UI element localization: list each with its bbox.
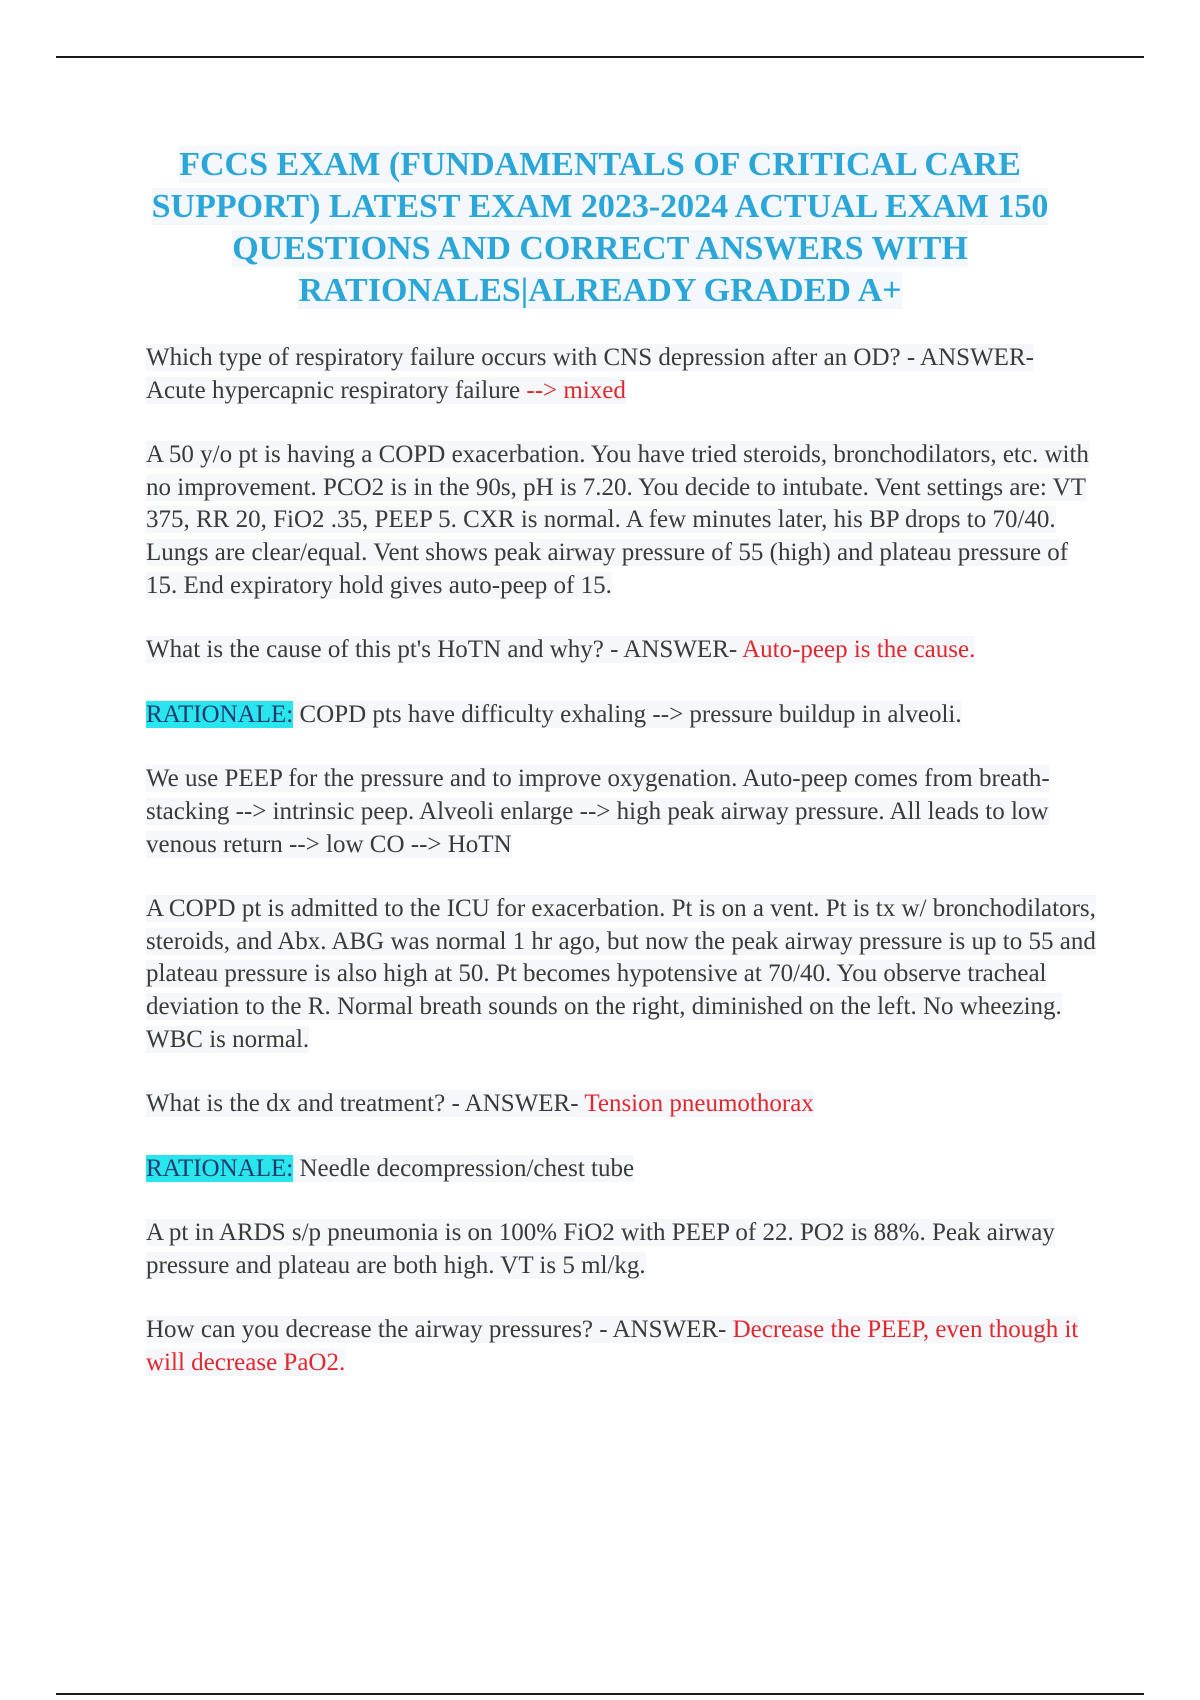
top-rule: [56, 56, 1144, 58]
rationale-label-1: RATIONALE:: [146, 700, 294, 728]
case-1: [146, 439, 1096, 602]
question-4: [146, 1314, 1096, 1379]
question-3: [146, 1088, 1096, 1121]
rationale-1-text: COPD pts have difficulty exhaling --> pressure buildup in alveoli.: [293, 700, 962, 728]
case-2: [146, 893, 1096, 1056]
case-3: [146, 1217, 1096, 1282]
case-3-text: A pt in ARDS s/p pneumonia is on 100% FiO2 with PEEP of 22. PO2 is 88%. Peak airway pressure and plateau are both high. VT is 5 ml/kg.: [146, 1219, 1055, 1279]
rationale-2: [146, 1153, 1096, 1186]
title-text: FCCS EXAM (FUNDAMENTALS OF CRITICAL CARE SUPPORT) LATEST EXAM 2023-2024 ACTUAL EXAM 150 QUESTIONS AND CORRECT ANSWERS WITH RATIONALES|ALREADY GRADED A+: [151, 146, 1049, 309]
question-2-text: What is the cause of this pt's HoTN and why? - ANSWER-: [146, 636, 743, 664]
case-2-text: A COPD pt is admitted to the ICU for exacerbation. Pt is on a vent. Pt is tx w/ bronchodilators, steroids, and Abx. ABG was normal 1 hr ago, but now the peak airway pressure is up to 55 and plateau pressure is also high at 50. Pt becomes hypotensive at 70/40. You observe tracheal deviation to the R. Normal breath sounds on the right, diminished on the left. No wheezing. WBC is normal.: [146, 895, 1096, 1053]
explanation-1: [146, 763, 1096, 861]
rationale-1: [146, 699, 1096, 732]
question-1-text: Which type of respiratory failure occurs with CNS depression after an OD? - ANSWER- Acute hypercapnic respiratory failure: [146, 344, 1034, 404]
answer-2: Auto-peep is the cause.: [742, 636, 976, 664]
answer-3: Tension pneumothorax: [584, 1090, 814, 1118]
document-body: [146, 342, 1096, 1412]
answer-4: Decrease the PEEP, even though it will decrease PaO2.: [146, 1316, 1079, 1377]
document-title: [120, 144, 1080, 312]
rationale-2-text: Needle decompression/chest tube: [293, 1154, 635, 1182]
question-4-text: How can you decrease the airway pressures? - ANSWER-: [146, 1316, 733, 1344]
question-3-text: What is the dx and treatment? - ANSWER-: [146, 1090, 585, 1118]
question-2: [146, 634, 1096, 667]
rationale-label-2: RATIONALE:: [146, 1154, 294, 1182]
question-1: [146, 342, 1096, 407]
bottom-rule: [56, 1693, 1144, 1695]
explanation-1-text: We use PEEP for the pressure and to improve oxygenation. Auto-peep comes from breath-stacking --> intrinsic peep. Alveoli enlarge --> high peak airway pressure. All leads to low venous return --> low CO --> HoTN: [146, 765, 1050, 858]
case-1-text: A 50 y/o pt is having a COPD exacerbation. You have tried steroids, bronchodilators, etc. with no improvement. PCO2 is in the 90s, pH is 7.20. You decide to intubate. Vent settings are: VT 375, RR 20, FiO2 .35, PEEP 5. CXR is normal. A few minutes later, his BP drops to 70/40. Lungs are clear/equal. Vent shows peak airway pressure of 55 (high) and plateau pressure of 15. End expiratory hold gives auto-peep of 15.: [146, 441, 1089, 599]
answer-1: --> mixed: [520, 376, 626, 404]
